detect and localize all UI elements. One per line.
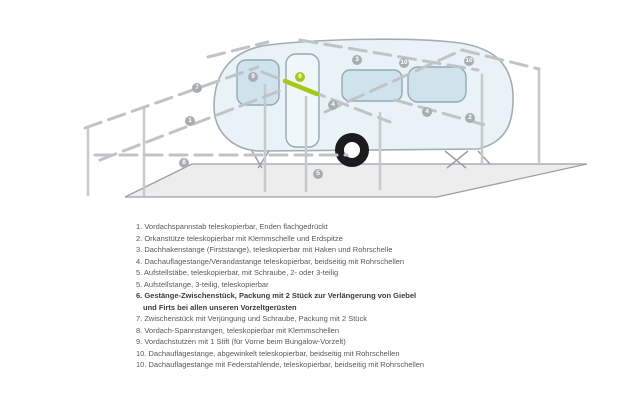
part-marker-1: 1 [185, 116, 195, 126]
part-marker-9: 9 [248, 72, 258, 82]
ground-plane [125, 164, 587, 197]
part-marker-5: 5 [313, 169, 323, 179]
legend-item: 10. Dachauflagestange mit Federstahlende, teleskopierbar, beidseitig mit Rohrschellen [136, 360, 425, 369]
part-marker-4: 4 [328, 100, 338, 110]
part-marker-2: 2 [465, 113, 475, 123]
legend-item: 8. Vordach-Spannstangen, teleskopierbar mit Klemmschellen [136, 325, 340, 335]
parts-legend [136, 221, 626, 371]
legend-item: 7. Zwischenstück mit Verjüngung und Schraube, Packung mit 2 Stück [136, 314, 367, 323]
legend-item: 10. Dachauflagestange, abgewinkelt teleskopierbar, beidseitig mit Rohrschellen [136, 348, 400, 358]
legend-item: 5. Aufstellstange, 3-teilig, teleskopierbar [136, 279, 269, 289]
part-marker-10: 10 [400, 59, 408, 66]
legend-item: 4. Dachauflagestange/Verandastange teleskopierbar, beidseitig mit Rohrschellen [136, 256, 405, 266]
legend-item: 9. Vordachstutzen mit 1 Stift (für Vorne beim Bungalow-Vorzelt) [136, 337, 346, 346]
legend-item: 3. Dachhakenstange (Firststange), teleskopierbar mit Haken und Rohrschelle [136, 245, 393, 254]
part-marker-8: 8 [179, 158, 189, 168]
legend-item: 6. Gestänge-Zwischenstück, Packung mit 2 Stück zur Verlängerung von Giebel [136, 291, 417, 300]
legend-item: und Firts bei allen unseren Vorzeltgerüsten [143, 302, 297, 312]
legend-item: 2. Orkanstütze teleskopierbar mit Klemmschelle und Erdspitze [136, 233, 343, 243]
caravan-door [286, 54, 319, 147]
legend-item: 5. Aufstellstäbe, teleskopierbar, mit Schraube, 2- oder 3-teilig [136, 268, 339, 277]
wheel [335, 133, 369, 167]
part-marker-6: 6 [295, 72, 305, 82]
middle-window [342, 70, 402, 101]
part-marker-7: 7 [192, 83, 202, 93]
legend-item: 1. Vordachspannstab teleskopierbar, Enden flachgedrückt [136, 222, 328, 231]
rear-window [408, 67, 466, 102]
part-marker-4: 4 [422, 107, 432, 117]
part-marker-3: 3 [352, 55, 362, 65]
part-marker-10: 10 [465, 57, 473, 64]
